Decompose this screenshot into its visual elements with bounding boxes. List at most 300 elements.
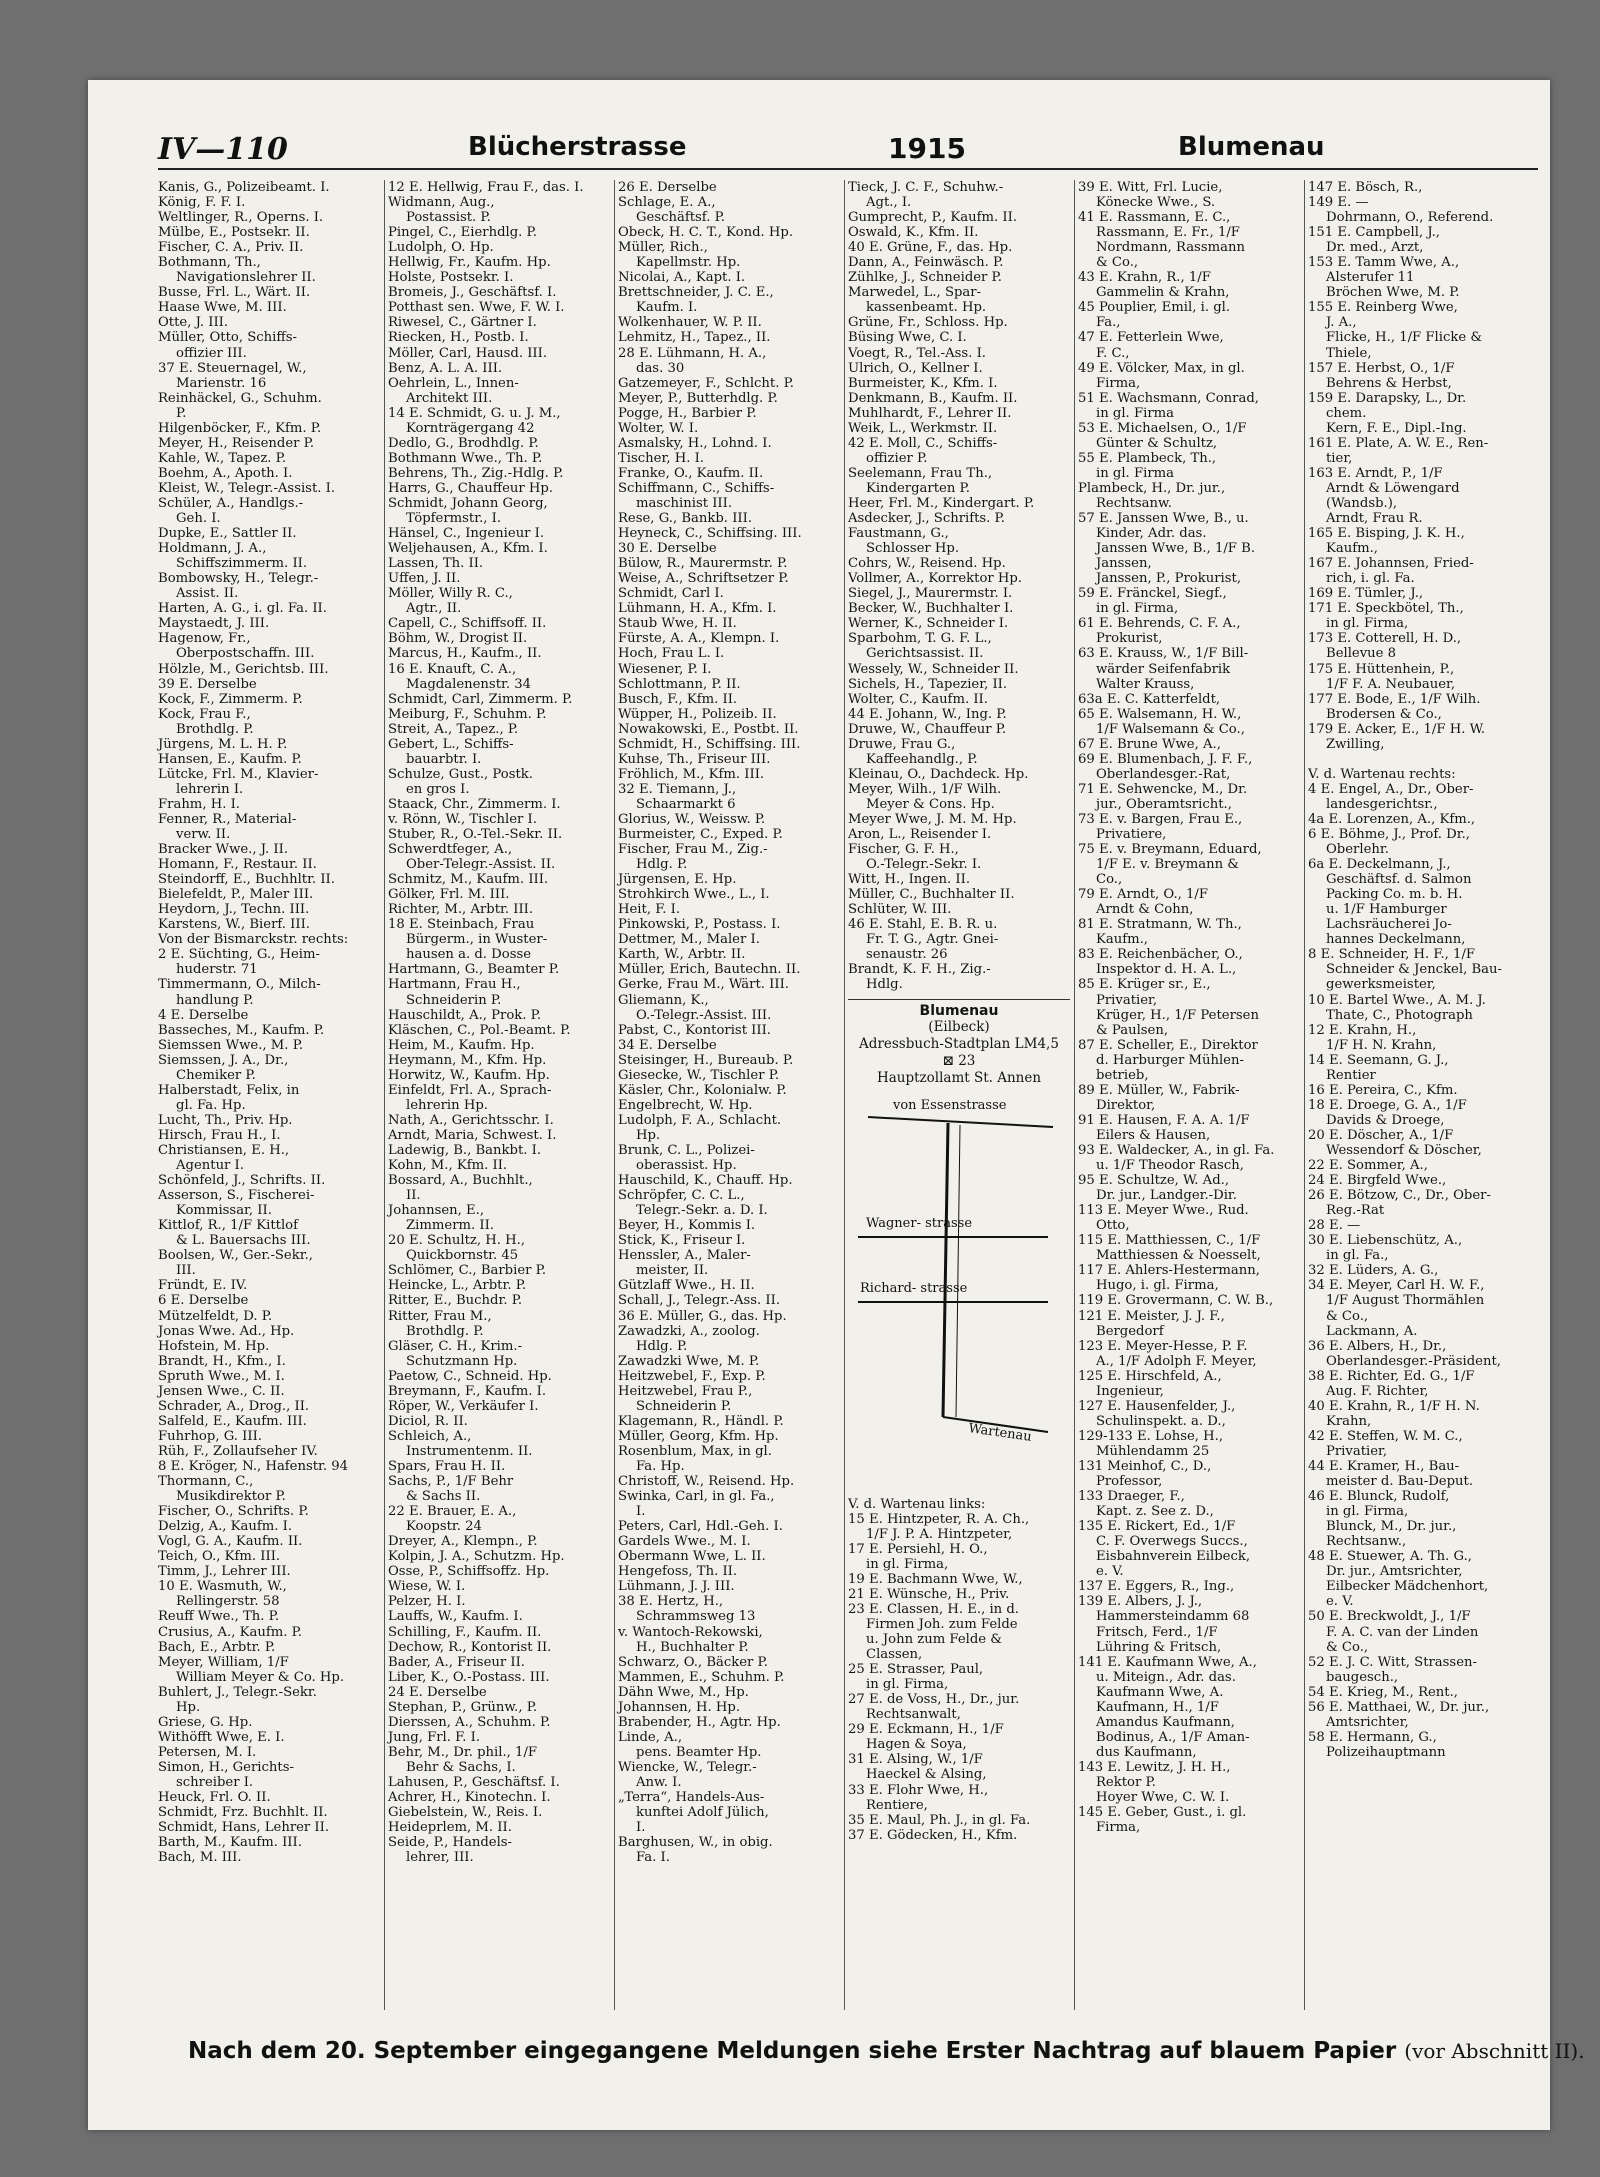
directory-entry: Halberstadt, Felix, in: [158, 1082, 300, 1098]
directory-entry: Schrader, A., Drog., II.: [158, 1398, 310, 1414]
directory-entry: 143 E. Lewitz, J. H. H.,: [1078, 1759, 1231, 1775]
directory-entry: König, F. F. I.: [158, 195, 246, 211]
directory-entry: Flicke, H., 1/F Flicke &: [1326, 330, 1483, 346]
directory-entry: Mülbe, E., Postsekr. II.: [158, 225, 310, 241]
footer-notice-text: Nach dem 20. September eingegangene Meldungen siehe Erster Nachtrag auf blauem Papier: [188, 2038, 1397, 2064]
directory-entry: Franke, O., Kaufm. II.: [618, 465, 764, 481]
directory-entry: Käsler, Chr., Kolonialw. P.: [618, 1082, 787, 1098]
directory-entry: 163 E. Arndt, P., 1/F: [1308, 465, 1443, 481]
directory-entry: & Co.,: [1096, 255, 1139, 271]
column-6: [1308, 180, 1530, 2010]
directory-entry: 55 E. Plambeck, Th.,: [1078, 450, 1217, 466]
directory-entry: F. C.,: [1096, 345, 1130, 361]
directory-entry: 28 E. Lühmann, H. A.,: [618, 345, 767, 361]
directory-entry: Heer, Frl. M., Kindergart. P.: [848, 495, 1035, 511]
directory-entry: Hdlg. P.: [636, 857, 688, 873]
directory-entry: 139 E. Albers, J. J.,: [1078, 1594, 1203, 1610]
directory-entry: Schneider & Jenckel, Bau-: [1326, 962, 1502, 978]
directory-entry: Dann, A., Feinwäsch. P.: [848, 255, 1004, 271]
directory-entry: 30 E. Derselbe: [618, 541, 717, 557]
directory-entry: in gl. Firma,: [1326, 616, 1409, 632]
directory-entry: 137 E. Eggers, R., Ing.,: [1078, 1579, 1235, 1595]
directory-entry: Brodersen & Co.,: [1326, 706, 1442, 722]
directory-entry: en gros I.: [406, 781, 470, 797]
directory-entry: 121 E. Meister, J. J. F.,: [1078, 1308, 1225, 1324]
directory-entry: Vogl, G. A., Kaufm. II.: [158, 1534, 303, 1550]
directory-entry: 135 E. Rickert, Ed., 1/F: [1078, 1519, 1236, 1535]
directory-entry: Benz, A. L. A. III.: [388, 360, 503, 376]
directory-entry: Eilbecker Mädchenhort,: [1326, 1579, 1489, 1595]
directory-entry: Schneiderin P.: [406, 992, 502, 1008]
directory-entry: Hugo, i. gl. Firma,: [1096, 1278, 1219, 1294]
directory-entry: Wolter, W. I.: [618, 420, 699, 436]
directory-entry: Boolsen, W., Ger.-Sekr.,: [158, 1248, 313, 1264]
directory-entry: 41 E. Rassmann, E. C.,: [1078, 210, 1231, 226]
directory-entry: Krahn,: [1326, 1413, 1372, 1429]
directory-entry: Pingel, C., Eierhdlg. P.: [388, 225, 537, 241]
directory-entry: Fa. Hp.: [636, 1458, 685, 1474]
street-map: [848, 1087, 1070, 1487]
directory-entry: Günter & Schultz,: [1096, 435, 1218, 451]
directory-entry: 45 Pouplier, Emil, i. gl.: [1078, 300, 1231, 316]
directory-entry: Gerke, Frau M., Wärt. III.: [618, 977, 789, 993]
directory-entry: Brandt, K. F. H., Zig.-: [848, 962, 991, 978]
directory-entry: Bombowsky, H., Telegr.-: [158, 571, 319, 587]
directory-entry: 46 E. Blunck, Rudolf,: [1308, 1489, 1450, 1505]
directory-entry: Heideprlem, M. II.: [388, 1820, 512, 1836]
directory-entry: 4a E. Lorenzen, A., Kfm.,: [1308, 811, 1476, 827]
directory-entry: Widmann, Aug.,: [388, 195, 495, 211]
directory-entry: 8 E. Kröger, N., Hafenstr. 94: [158, 1458, 349, 1474]
directory-entry: 38 E. Richter, Ed. G., 1/F: [1308, 1368, 1475, 1384]
directory-entry: Kapt. z. See z. D.,: [1096, 1504, 1214, 1520]
directory-entry: Barth, M., Kaufm. III.: [158, 1835, 302, 1851]
directory-entry: Lütcke, Frl. M., Klavier-: [158, 766, 319, 782]
directory-entry: lehrerin I.: [176, 781, 244, 797]
directory-entry: 29 E. Eckmann, H., 1/F: [848, 1722, 1004, 1738]
directory-entry: jur., Oberamtsricht.,: [1096, 796, 1232, 812]
directory-entry: hannes Deckelmann,: [1326, 932, 1466, 948]
directory-entry: Jonas Wwe. Ad., Hp.: [158, 1323, 295, 1339]
directory-entry: Mammen, E., Schuhm. P.: [618, 1669, 785, 1685]
map-label-wagnerstrasse: Wagner- strasse: [866, 1215, 973, 1231]
directory-entry: Hauschildt, A., Prok. P.: [388, 1007, 542, 1023]
directory-entry: 21 E. Wünsche, H., Priv.: [848, 1586, 1010, 1602]
directory-entry: Cohrs, W., Reisend. Hp.: [848, 556, 1006, 572]
directory-entry: 81 E. Stratmann, W. Th.,: [1078, 917, 1242, 933]
directory-entry: Töpfermstr., I.: [406, 511, 502, 527]
directory-entry: Hölzle, M., Gerichtsb. III.: [158, 661, 329, 677]
directory-entry: Koopstr. 24: [406, 1519, 482, 1535]
directory-entry: Busch, F., Kfm. II.: [618, 691, 738, 707]
directory-entry: O.-Telegr.-Assist. III.: [636, 1007, 772, 1023]
directory-entry: Kittlof, R., 1/F Kittlof: [158, 1218, 299, 1234]
directory-entry: Druwe, W., Chauffeur P.: [848, 721, 1007, 737]
directory-entry: meister, II.: [636, 1263, 709, 1279]
directory-entry: 30 E. Liebenschütz, A.,: [1308, 1233, 1463, 1249]
directory-entry: Böhm, W., Drogist II.: [388, 631, 528, 647]
directory-entry: Riwesel, C., Gärtner I.: [388, 315, 537, 331]
directory-entry: Breymann, F., Kaufm. I.: [388, 1383, 547, 1399]
directory-entry: 22 E. Sommer, A.,: [1308, 1158, 1428, 1174]
directory-entry: 63a E. C. Katterfeldt,: [1078, 691, 1221, 707]
directory-entry: (Wandsb.),: [1326, 495, 1398, 511]
directory-entry: Kuhse, Th., Friseur III.: [618, 751, 771, 767]
directory-entry: 27 E. de Voss, H., Dr., jur.: [848, 1692, 1020, 1708]
directory-entry: 14 E. Schmidt, G. u. J. M.,: [388, 405, 561, 421]
directory-entry: Fröhlich, M., Kfm. III.: [618, 766, 765, 782]
directory-entry: Prokurist,: [1096, 631, 1163, 647]
directory-entry: Fr. T. G., Agtr. Gnei-: [866, 932, 999, 948]
directory-entry: Streit, A., Tapez., P.: [388, 721, 519, 737]
directory-entry: 91 E. Hausen, F. A. A. 1/F: [1078, 1112, 1250, 1128]
directory-entry: Matthiessen & Noesselt,: [1096, 1248, 1261, 1264]
directory-entry: Paetow, C., Schneid. Hp.: [388, 1368, 552, 1384]
directory-entry: 129-133 E. Lohse, H.,: [1078, 1428, 1224, 1444]
directory-entry: Meyer Wwe, J. M. M. Hp.: [848, 811, 1017, 827]
directory-entry: Heuck, Frl. O. II.: [158, 1790, 271, 1806]
directory-entry: Kohn, M., Kfm. II.: [388, 1158, 508, 1174]
directory-entry: Bader, A., Friseur II.: [388, 1654, 525, 1670]
directory-entry: 65 E. Walsemann, H. W.,: [1078, 706, 1242, 722]
directory-entry: 85 E. Krüger sr., E.,: [1078, 977, 1211, 993]
directory-entry: Krüger, H., 1/F Petersen: [1096, 1007, 1259, 1023]
directory-entry: Rentiere,: [866, 1797, 928, 1813]
directory-entry: handlung P.: [176, 992, 254, 1008]
directory-entry: 93 E. Waldecker, A., in gl. Fa.: [1078, 1143, 1275, 1158]
directory-entry: Christoff, W., Reisend. Hp.: [618, 1474, 795, 1490]
directory-entry: Kock, F., Zimmerm. P.: [158, 691, 303, 707]
directory-entry: Lühmann, H. A., Kfm. I.: [618, 601, 777, 617]
directory-entry: Gliemann, K.,: [618, 992, 709, 1008]
map-label-richardstrasse: Richard- strasse: [860, 1280, 968, 1296]
directory-entry: Schmidt, Johann Georg,: [388, 495, 548, 511]
directory-entry: Buhlert, J., Telegr.-Sekr.: [158, 1684, 317, 1700]
directory-entry: schreiber I.: [176, 1774, 254, 1790]
directory-entry: Kock, Frau F.,: [158, 706, 251, 722]
directory-entry: lehrerin Hp.: [406, 1097, 488, 1113]
directory-entry: Polizeihauptmann: [1326, 1744, 1446, 1760]
directory-entry: Thiele,: [1326, 345, 1372, 361]
directory-entry: Hirsch, Frau H., I.: [158, 1127, 281, 1143]
directory-entry: in gl. Fa.,: [1326, 1248, 1389, 1264]
column-3: [618, 180, 840, 2010]
directory-entry: Glorius, W., Weissw. P.: [618, 811, 766, 827]
directory-entry: Dreyer, A., Klempn., P.: [388, 1534, 538, 1550]
directory-entry: Holdmann, J. A.,: [158, 541, 267, 557]
directory-entry: Salfeld, E., Kaufm. III.: [158, 1413, 307, 1429]
directory-entry: Siemssen, J. A., Dr.,: [158, 1052, 289, 1068]
directory-entry: Magdalenenstr. 34: [406, 676, 532, 692]
directory-entry: Postassist. P.: [406, 210, 491, 226]
directory-entry: Harten, A. G., i. gl. Fa. II.: [158, 601, 327, 617]
directory-entry: 59 E. Fränckel, Siegf.,: [1078, 586, 1227, 602]
directory-entry: Rektor P.: [1096, 1774, 1156, 1790]
directory-entry: Oberlandesger.-Präsident,: [1326, 1353, 1501, 1369]
directory-entry: Engelbrecht, W. Hp.: [618, 1097, 753, 1113]
directory-entry: Schleich, A.,: [388, 1428, 472, 1444]
directory-entry: Musikdirektor P.: [176, 1489, 286, 1505]
directory-entry: Gläser, C. H., Krim.-: [388, 1338, 523, 1354]
directory-entry: Nordmann, Rassmann: [1096, 240, 1245, 256]
directory-entry: Packing Co. m. b. H.: [1326, 887, 1463, 903]
directory-entry: 39 E. Derselbe: [158, 676, 257, 692]
directory-entry: 49 E. Völcker, Max, in gl.: [1078, 360, 1245, 376]
directory-entry: u. 1/F Hamburger: [1326, 902, 1447, 918]
directory-entry: Direktor,: [1096, 1097, 1156, 1113]
road-essenstrasse: [868, 1117, 1053, 1127]
directory-entry: Riecken, H., Postb. I.: [388, 330, 529, 346]
directory-entry: Bach, M. III.: [158, 1850, 242, 1866]
directory-entry: 4 E. Engel, A., Dr., Ober-: [1308, 781, 1474, 797]
directory-entry: Pinkowski, P., Postass. I.: [618, 917, 781, 933]
directory-entry: Architekt III.: [406, 390, 493, 406]
directory-entry: Bergedorf: [1096, 1323, 1164, 1339]
directory-entry: Privatier,: [1326, 1443, 1388, 1459]
directory-entry: Asserson, S., Fischerei-: [158, 1188, 315, 1204]
directory-entry: Rellingerstr. 58: [176, 1594, 280, 1610]
directory-entry: Zawadzki, A., zoolog.: [618, 1323, 760, 1339]
directory-entry: Amandus Kaufmann,: [1096, 1714, 1235, 1730]
directory-entry: Kaufmann, H., 1/F: [1096, 1699, 1219, 1715]
column-divider: [844, 180, 845, 2010]
directory-entry: Uffen, J. II.: [388, 571, 461, 587]
directory-entry: 39 E. Witt, Frl. Lucie,: [1078, 180, 1223, 195]
directory-entry: Schiffmann, C., Schiffs-: [618, 480, 775, 496]
directory-entry: Meyer & Cons. Hp.: [866, 796, 995, 812]
directory-entry: Haase Wwe, M. III.: [158, 300, 287, 316]
directory-entry: 165 E. Bisping, J. K. H.,: [1308, 526, 1465, 542]
directory-entry: 6 E. Derselbe: [158, 1293, 249, 1309]
directory-entry: Schutzmann Hp.: [406, 1353, 518, 1369]
directory-entry: 56 E. Matthaei, W., Dr. jur.,: [1308, 1699, 1490, 1715]
directory-entry: Lehmitz, H., Tapez., II.: [618, 330, 771, 346]
directory-entry: 43 E. Krahn, R., 1/F: [1078, 270, 1211, 286]
plan-postal: ⊠ 23: [942, 1052, 976, 1069]
directory-entry: Grüne, Fr., Schloss. Hp.: [848, 315, 1008, 331]
directory-entry: Richter, M., Arbtr. III.: [388, 902, 534, 918]
directory-entry: Kornträgergang 42: [406, 420, 535, 436]
directory-entry: Reinhäckel, G., Schuhm.: [158, 390, 322, 406]
directory-entry: Ingenieur,: [1096, 1383, 1165, 1399]
directory-entry: 58 E. Hermann, G.,: [1308, 1729, 1437, 1745]
directory-entry: Asdecker, J., Schrifts. P.: [848, 511, 1005, 527]
directory-entry: Professor,: [1096, 1474, 1163, 1490]
directory-entry: Telegr.-Sekr. a. D. I.: [636, 1203, 768, 1219]
directory-entry: 119 E. Grovermann, C. W. B.,: [1078, 1293, 1274, 1309]
directory-entry: Bothmann, Th.,: [158, 255, 261, 271]
directory-entry: 28 E. —: [1308, 1218, 1361, 1234]
street-title-right: Blumenau: [1178, 132, 1325, 162]
directory-entry: offizier P.: [866, 450, 928, 466]
directory-entry: William Meyer & Co. Hp.: [176, 1669, 345, 1685]
directory-entry: rich, i. gl. Fa.: [1326, 571, 1415, 587]
directory-entry: Heymann, M., Kfm. Hp.: [388, 1052, 547, 1068]
directory-entry: Hoch, Frau L. I.: [618, 646, 725, 662]
directory-entry: Thate, C., Photograph: [1326, 1007, 1473, 1023]
directory-entry: 20 E. Döscher, A., 1/F: [1308, 1127, 1454, 1143]
directory-entry: 71 E. Sehwencke, M., Dr.: [1078, 781, 1248, 797]
directory-entry: 42 E. Steffen, W. M. C.,: [1308, 1428, 1463, 1444]
directory-entry: Schlüter, W. III.: [848, 902, 952, 918]
directory-entry: 147 E. Bösch, R.,: [1308, 180, 1423, 195]
directory-entry: Dedlo, G., Brodhdlg. P.: [388, 435, 539, 451]
directory-entry: Spars, Frau H. II.: [388, 1458, 506, 1474]
directory-entry: Gatzemeyer, F., Schlcht. P.: [618, 375, 795, 391]
directory-entry: Denkmann, B., Kaufm. II.: [848, 390, 1018, 406]
directory-entry: Ober-Telegr.-Assist. II.: [406, 857, 556, 873]
directory-entry: Privatier,: [1096, 992, 1158, 1008]
directory-entry: Gumprecht, P., Kaufm. II.: [848, 210, 1018, 226]
directory-entry: Schulinspekt. a. D.,: [1096, 1413, 1226, 1429]
directory-entry: Lucht, Th., Priv. Hp.: [158, 1112, 293, 1128]
directory-entry: 22 E. Brauer, E. A.,: [388, 1504, 517, 1520]
directory-entry: Rechtsanw.: [1096, 495, 1172, 511]
directory-entry: Pabst, C., Kontorist III.: [618, 1022, 772, 1038]
directory-entry: Sachs, P., 1/F Behr: [388, 1474, 514, 1490]
directory-entry: 14 E. Seemann, G. J.,: [1308, 1052, 1449, 1068]
directory-entry: Mühlendamm 25: [1096, 1443, 1210, 1459]
directory-entry: Griese, G. Hp.: [158, 1714, 253, 1730]
column-divider: [1304, 180, 1305, 2010]
directory-entry: Müller, Rich.,: [618, 240, 708, 256]
directory-entry: Behr, M., Dr. phil., 1/F: [388, 1744, 538, 1760]
directory-entry: 145 E. Geber, Gust., i. gl.: [1078, 1805, 1247, 1821]
directory-entry: Jürgens, M. L. H. P.: [158, 736, 288, 752]
directory-entry: Oberpostschaffn. III.: [176, 646, 315, 662]
footer-notice: [188, 2038, 1585, 2064]
directory-entry: Kläschen, C., Pol.-Beamt. P.: [388, 1022, 571, 1038]
directory-entry: Basseches, M., Kaufm. P.: [158, 1022, 325, 1038]
directory-entry: Burmeister, K., Kfm. I.: [848, 375, 998, 391]
directory-entry: 40 E. Grüne, F., das. Hp.: [848, 240, 1013, 256]
directory-entry: Teich, O., Kfm. III.: [158, 1549, 281, 1565]
directory-entry: 75 E. v. Breymann, Eduard,: [1078, 842, 1262, 858]
directory-entry: Johannsen, E.,: [388, 1203, 485, 1219]
directory-entry: Hagenow, Fr.,: [158, 631, 251, 647]
directory-entry: Kommissar, II.: [176, 1203, 272, 1219]
directory-entry: Hengefoss, Th. II.: [618, 1564, 738, 1580]
directory-entry: bauarbtr. I.: [406, 751, 482, 767]
directory-entry: Reg.-Rat: [1326, 1203, 1385, 1219]
directory-entry: 24 E. Derselbe: [388, 1684, 487, 1700]
directory-entry: Kolpin, J. A., Schutzm. Hp.: [388, 1549, 565, 1565]
directory-entry: Weik, L., Werkmstr. II.: [848, 420, 998, 436]
directory-entry: Giebelstein, W., Reis. I.: [388, 1805, 543, 1821]
directory-entry: in gl. Firma: [1096, 465, 1174, 481]
directory-entry: Osse, P., Schiffsoffz. Hp.: [388, 1564, 550, 1580]
directory-entry: 69 E. Blumenbach, J. F. F.,: [1078, 751, 1253, 767]
directory-entry: Burmeister, C., Exped. P.: [618, 827, 783, 843]
directory-entry: Gebert, L., Schiffs-: [388, 736, 514, 752]
directory-entry: Janssen, P., Prokurist,: [1096, 571, 1242, 587]
directory-entry: Instrumentenm. II.: [406, 1443, 533, 1459]
directory-entry: tier,: [1326, 450, 1353, 466]
directory-entry: 169 E. Tümler, J.,: [1308, 586, 1424, 602]
directory-entry: Ulrich, O., Kellner I.: [848, 360, 983, 376]
directory-entry: Schmidt, Hans, Lehrer II.: [158, 1820, 330, 1836]
directory-entry: Fa.,: [1096, 315, 1121, 331]
directory-entry: v. Wantoch-Rekowski,: [618, 1624, 763, 1640]
directory-entry: chem.: [1326, 405, 1367, 421]
directory-entry: wärder Seifenfabrik: [1096, 661, 1231, 677]
directory-entry: Amtsrichter,: [1326, 1714, 1409, 1730]
directory-columns: [158, 180, 1538, 2010]
directory-entry: Fründt, E. IV.: [158, 1278, 248, 1294]
directory-entry: 16 E. Knauft, C. A.,: [388, 661, 517, 677]
directory-entry: Eisbahnverein Eilbeck,: [1096, 1549, 1251, 1565]
directory-entry: 61 E. Behrends, C. F. A.,: [1078, 616, 1241, 632]
directory-entry: C. F. Overwegs Succs.,: [1096, 1534, 1248, 1550]
directory-entry: 32 E. Lüders, A. G.,: [1308, 1263, 1439, 1279]
directory-entry: Gardels Wwe., M. I.: [618, 1534, 751, 1550]
directory-entry: Gölker, Frl. M. III.: [388, 887, 510, 903]
directory-entry: Arndt & Cohn,: [1096, 902, 1194, 918]
directory-entry: J. A.,: [1326, 315, 1357, 331]
directory-entry: Anw. I.: [636, 1774, 682, 1790]
directory-entry: Hansen, E., Kaufm. P.: [158, 751, 302, 767]
directory-entry: Lachsräucherei Jo-: [1326, 917, 1452, 933]
directory-entry: Brabender, H., Agtr. Hp.: [618, 1714, 781, 1730]
directory-entry: Einfeldt, Frl. A., Sprach-: [388, 1082, 552, 1098]
directory-entry: Staack, Chr., Zimmerm. I.: [388, 796, 561, 812]
directory-entry: Kindergarten P.: [866, 480, 970, 496]
directory-entry: Lühmann, J. J. III.: [618, 1579, 735, 1595]
directory-entry: Kinder, Adr. das.: [1096, 526, 1207, 542]
directory-entry: Fischer, Frau M., Zig.-: [618, 842, 768, 858]
directory-entry: Schulze, Gust., Postk.: [388, 766, 533, 782]
directory-entry: H., Buchhalter P.: [636, 1639, 749, 1655]
directory-entry: Nowakowski, E., Postbt. II.: [618, 721, 799, 737]
directory-entry: 36 E. Müller, G., das. Hp.: [618, 1308, 787, 1324]
directory-entry: & L. Bauersachs III.: [176, 1233, 311, 1249]
directory-entry: Obermann Wwe, L. II.: [618, 1549, 766, 1565]
directory-entry: Busse, Frl. L., Wärt. II.: [158, 285, 311, 301]
directory-entry: 127 E. Hausenfelder, J.,: [1078, 1398, 1236, 1414]
directory-entry: Timm, J., Lehrer III.: [158, 1564, 291, 1580]
directory-entry: I.: [636, 1504, 646, 1520]
directory-entry: 87 E. Scheller, E., Direktor: [1078, 1037, 1258, 1053]
directory-entry: Marcus, H., Kaufm., II.: [388, 646, 542, 662]
directory-entry: & Sachs II.: [406, 1489, 481, 1505]
directory-entry: Von der Bismarckstr. rechts:: [158, 932, 349, 948]
directory-entry: Ritter, Frau M.,: [388, 1308, 492, 1324]
directory-entry: 44 E. Johann, W., Ing. P.: [848, 706, 1007, 722]
directory-entry: Agentur I.: [176, 1158, 244, 1174]
directory-entry: Bracker Wwe., J. II.: [158, 842, 289, 858]
directory-entry: Jung, Frl. F. I.: [388, 1729, 481, 1745]
directory-entry: 10 E. Wasmuth, W.,: [158, 1579, 287, 1595]
directory-entry: 8 E. Schneider, H. F., 1/F: [1308, 947, 1476, 963]
directory-entry: Geh. I.: [176, 511, 221, 527]
directory-entry: Walter Krauss,: [1096, 676, 1195, 692]
directory-entry: Fuhrhop, G. III.: [158, 1428, 262, 1444]
directory-entry: Christiansen, E. H.,: [158, 1143, 290, 1158]
directory-entry: Dähn Wwe, M., Hp.: [618, 1684, 749, 1700]
directory-entry: baugesch.,: [1326, 1669, 1399, 1685]
directory-entry: 161 E. Plate, A. W. E., Ren-: [1308, 435, 1489, 451]
directory-entry: Simon, H., Gerichts-: [158, 1759, 294, 1775]
directory-entry: das. 30: [636, 360, 685, 376]
directory-entry: Firma,: [1096, 1820, 1141, 1836]
directory-entry: kassenbeamt. Hp.: [866, 300, 987, 316]
directory-entry: Rese, G., Bankb. III.: [618, 511, 753, 527]
directory-entry: Fischer, C. A., Priv. II.: [158, 240, 304, 256]
directory-entry: 36 E. Albers, H., Dr.,: [1308, 1338, 1447, 1354]
directory-entry: 73 E. v. Bargen, Frau E.,: [1078, 811, 1243, 827]
directory-entry: Meyer, Wilh., 1/F Wilh.: [848, 781, 1002, 797]
directory-entry: 46 E. Stahl, E. B. R. u.: [848, 917, 998, 933]
